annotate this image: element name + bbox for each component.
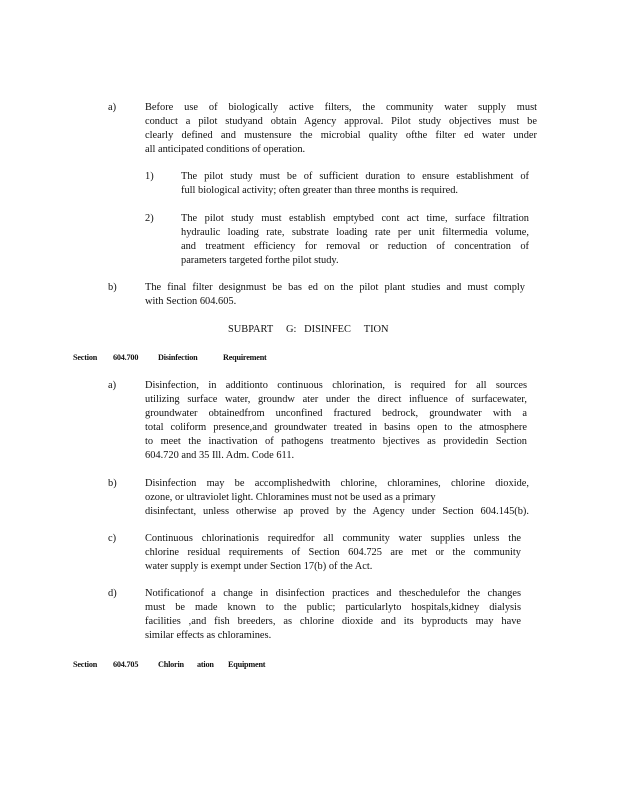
text-line: parameters targeted forthe pilot study. [181,255,339,266]
text-line: The pilot study must establish emptybed cont act time, surface filtration [181,213,529,224]
section-title: Disinfection [158,353,198,362]
text-line: Notificationof a change in disinfection practices and theschedulefor the changes [145,588,521,599]
item-label-a2: a) [108,380,117,391]
item-label-d: d) [108,588,117,599]
item-label-1: 1) [145,171,154,182]
section-title: Chlorin [158,660,184,669]
text-line: groundwater obtainedfrom unconfined fractured bedrock, groundwater with a [145,408,527,419]
text-line: ozone, or ultraviolet light. Chloramines must not be used as a primary [145,492,436,503]
item-label-b2: b) [108,478,117,489]
text-line: Continuous chlorinationis requiredfor all community water supplies unless the [145,533,521,544]
section-word: Section [73,353,98,362]
section-word: Section [73,660,98,669]
paragraph-a-pilot-study [145,101,537,157]
text-line: total coliform presence,and groundwater treated in basins open to the atmosphere [145,422,527,433]
item-label-2: 2) [145,213,154,224]
text-line: with Section 604.605. [145,296,237,307]
text-line: must be made known to the public; particularlyto hospitals,kidney dialysis [145,602,521,613]
text-line: clearly defined and mustensure the microbial quality ofthe filter ed water under [145,130,537,141]
paragraph-b-final-filter [145,281,525,309]
section-title-3: Equipment [228,660,266,669]
section-number: 604.705 [113,660,139,669]
text-line: hydraulic loading rate, substrate loading rate per unit filtermedia volume, [181,227,529,238]
paragraph-d-notification [145,587,521,643]
paragraph-1-duration [181,170,529,198]
text-line: full biological activity; often greater than three months is required. [181,185,458,196]
item-label-b1: b) [108,282,117,293]
section-title-2: ation [197,660,214,669]
section-title-2: Requirement [223,353,267,362]
text-line: to meet the inactivation of pathogens treatmento bjectives as providedin Section [145,436,527,447]
item-label-c: c) [108,533,117,544]
text-line: Before use of biologically active filters, the community water supply must [145,102,537,113]
text-line: all anticipated conditions of operation. [145,144,306,155]
text-line: 604.720 and 35 Ill. Adm. Code 611. [145,450,295,461]
text-line: conduct a pilot studyand obtain Agency approval. Pilot study objectives must be [145,116,537,127]
item-label-a1: a) [108,102,117,113]
text-line: Disinfection, in additionto continuous chlorination, is required for all sources [145,380,527,391]
section-number: 604.700 [113,353,139,362]
text-line: The pilot study must be of sufficient duration to ensure establishment of [181,171,529,182]
paragraph-2-parameters [181,212,529,268]
text-line: The final filter designmust be bas ed on the pilot plant studies and must comply [145,282,525,293]
paragraph-b-methods [145,477,529,519]
text-line: and treatment efficiency for removal or reduction of concentration of [181,241,529,252]
paragraph-a-disinfection [145,379,527,463]
text-line: utilizing surface water, groundw ater under the direct influence of surfacewater, [145,394,527,405]
text-line: similar effects as chloramines. [145,630,272,641]
paragraph-c-continuous [145,532,521,574]
text-line: disinfectant, unless otherwise ap proved by the Agency under Section 604.145(b). [145,506,529,517]
text-line: chlorine residual requirements of Section 604.725 are met or the community [145,547,521,558]
text-line: facilities ,and fish breeders, as chlorine dioxide and its byproducts may have [145,616,521,627]
subpart-heading: SUBPART G: DISINFEC TION [228,324,389,335]
text-line: Disinfection may be accomplishedwith chlorine, chloramines, chlorine dioxide, [145,478,529,489]
text-line: water supply is exempt under Section 17(b) of the Act. [145,561,373,572]
